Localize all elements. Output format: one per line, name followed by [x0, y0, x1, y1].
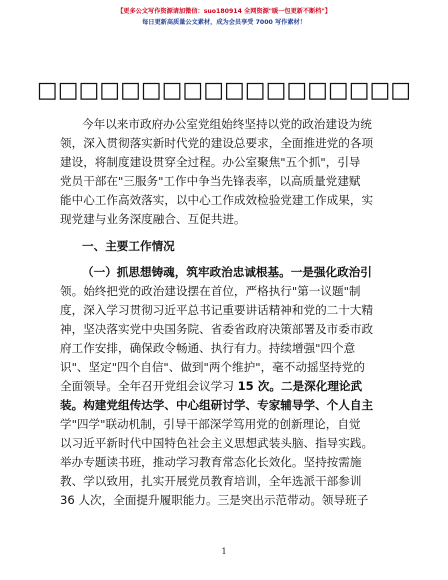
paragraph-line: 装。构建党组传达学、中心组研讨学、专家辅导学、个人自主 [60, 398, 374, 412]
paragraph-line: 神，坚决落实党中央国务院、省委省政府决策部署及市委市政 [60, 322, 374, 336]
paragraph-line: 学"四学"联动机制，引导干部深学笃用党的创新理论，自觉 [60, 417, 361, 431]
document-title: □□□□□□□□□□□□□□□□□□ [36, 78, 412, 103]
paragraph-line: 教、学以致用，扎实开展党员教育培训，全年选派干部参训 [60, 474, 362, 488]
paragraph-line: 能中心工作高效落实，以中心工作成效检验党建工作成果，实 [60, 193, 374, 207]
paragraph-text: ，全面提升履职能力。三是突出示范带动。领导班子 [101, 493, 369, 507]
paragraph-number-text: 36 人次 [60, 493, 102, 507]
paragraph-line [60, 491, 386, 510]
paragraph-text: 全面领导。全年召开党组会议学习 [60, 379, 238, 393]
paragraph-line: 领，深入贯彻落实新时代党的建设总要求，全面推进党的各项 [60, 136, 374, 150]
section-heading: 一、主要工作情况 [82, 239, 175, 253]
paragraph-line [60, 377, 386, 396]
promo-banner-line-2: 每日更新高质量公文素材，成为会员享受 7000 写作素材！ [142, 19, 306, 26]
paragraph-line: 现党建与业务深度融合、互促共进。 [60, 212, 246, 226]
paragraph-line: 度，深入学习贯彻习近平总书记重要讲话精神和党的二十大精 [60, 303, 374, 317]
paragraph-line: 识"、坚定"四个自信"、做到"两个维护"，毫不动摇坚持党的 [60, 360, 365, 374]
promo-banner-line-1: 【更多公文写作资源请加微信：suo180914 全网资源"暖一包更新不断档"】 [117, 8, 331, 15]
paragraph-line: 今年以来市政府办公室党组始终坚持以党的政治建设为统 [82, 117, 372, 131]
paragraph-line: 以习近平新时代中国特色社会主义思想武装头脑、指导实践。 [60, 436, 374, 450]
page-number: 1 [221, 547, 227, 556]
paragraph-line: 府工作安排，确保政令畅通、执行有力。持续增强"四个意 [60, 341, 356, 355]
paragraph-line: 举办专题读书班，推动学习教育常态化长效化。坚持按需施 [60, 455, 362, 469]
paragraph-line: 建设，将制度建设贯穿全过程。办公室聚焦"五个抓"，引导 [60, 155, 361, 169]
paragraph-line: 党员干部在"三服务"工作中争当先锋表率，以高质量党建赋 [60, 174, 361, 188]
subsection-lead: （一）抓思想铸魂，筑牢政治忠诚根基。一是强化政治引 [82, 265, 372, 279]
paragraph-line: 领。始终把党的政治建设摆在首位，严格执行"第一议题"制 [60, 284, 361, 298]
paragraph-bold-text: 15 次。二是深化理论武 [237, 379, 363, 393]
